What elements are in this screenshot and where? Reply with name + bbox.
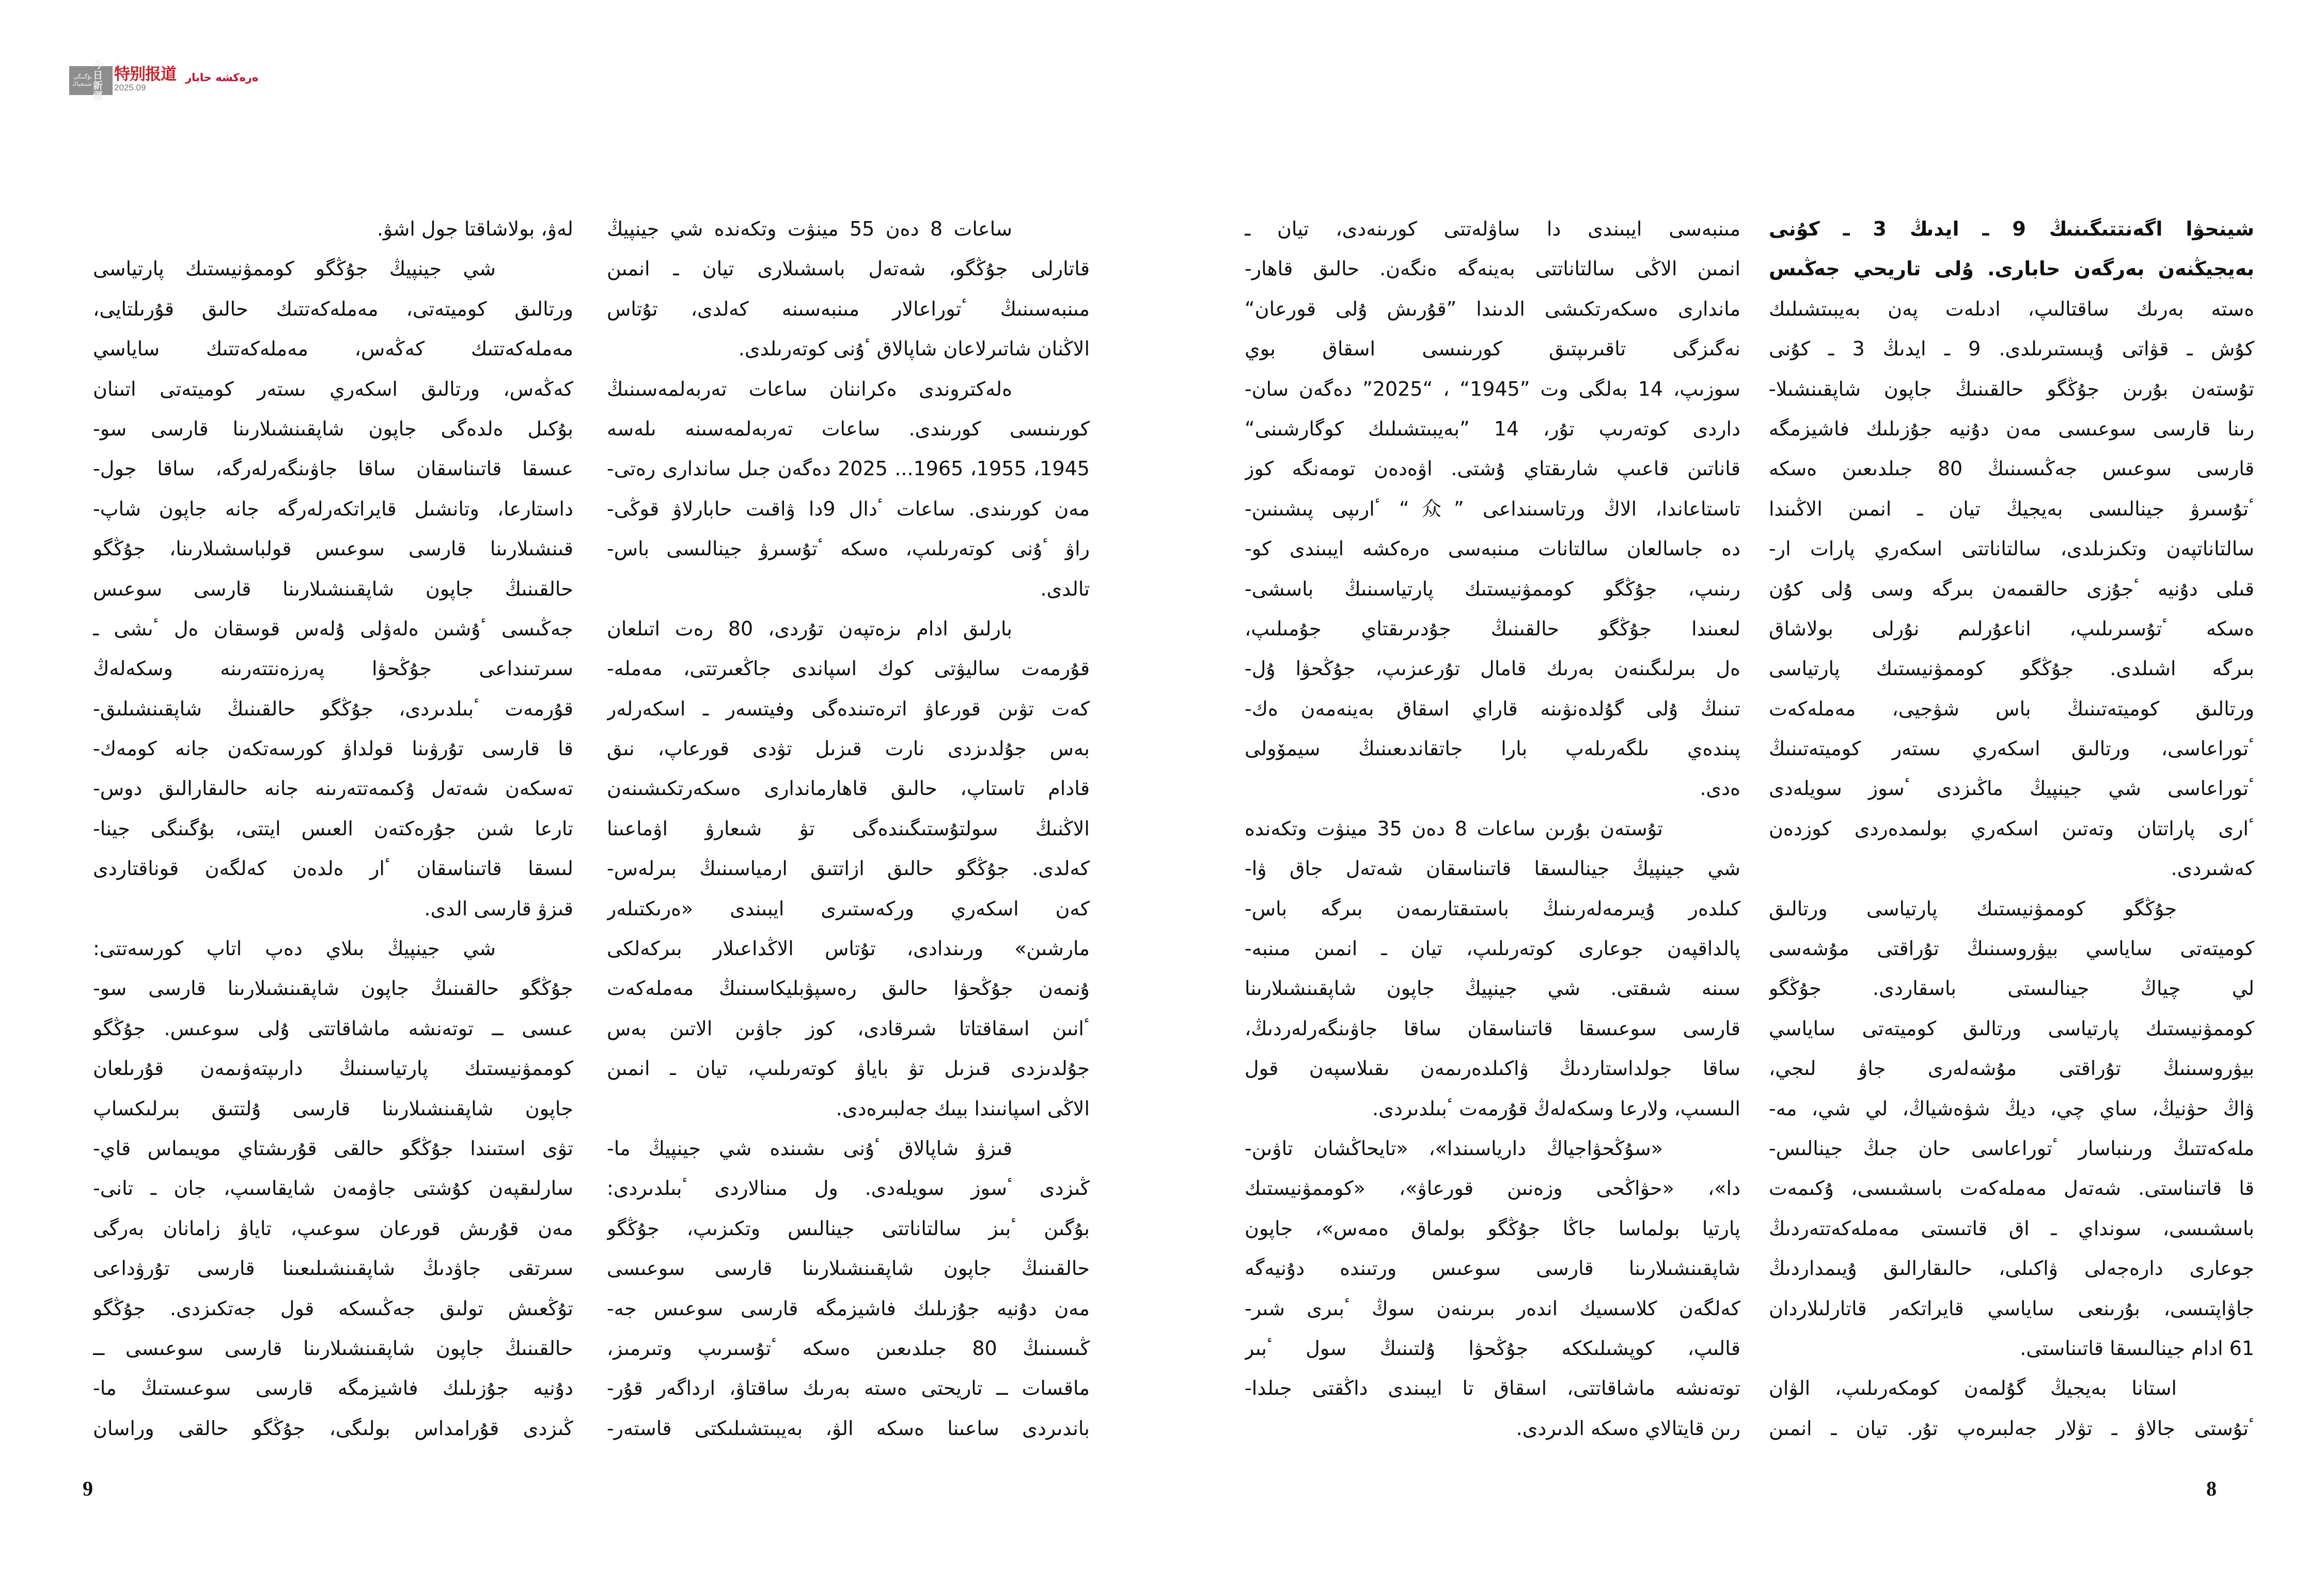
text-line: ملەكەتتىڭ ورىنباسار ٴتوراعاسى حان جىڭ جينالىس-: [1769, 1136, 2254, 1160]
text-line: سىرتىنداعى جۇڭحۋا پەرزەنتتەرىنە وسكەلەڭ: [93, 657, 573, 680]
text-line: شينحۋا اگەنتتىگىنىڭ 9 ـ ايدىڭ 3 ـ كۇنى: [1769, 217, 2254, 240]
text-line: لىسقا قاتىناسقان ٴار ەلدەن كەلگەن قوناقتاردى: [93, 857, 573, 880]
text-line: تارعا شىن جۇرەكتەن العىس ايتتى، بۇگىنگى جينا-: [93, 817, 573, 840]
text-line: كوممۋنيستىك پارتياسى ورتالىق كوميتەتى ساياسي: [1769, 1017, 2254, 1040]
text-line: داستارعا، وتانشىل قايراتكەرلەرگە جانە جاپون شاپ-: [93, 497, 573, 520]
text-line: جۇلدىزدى قىزىل تۋ باياۋ كوتەرىلىپ، تيان ـ انمىن: [607, 1057, 1090, 1080]
text-line: كەت تۋىن قورعاۋ اترەتىندەگى وفيتسەر ـ اسكەرلەر: [607, 697, 1090, 720]
text-line: ڭىسىنىڭ 80 جىلدىعىن ەسكە ٴتۇسىرىپ وتىرمىز،: [607, 1336, 1090, 1360]
magazine-logo: [69, 59, 113, 102]
text-line: قارسى سوعىسقا قاتىناسقان ساقا جاۋىنگەرلەردىڭ،: [1245, 1017, 1740, 1040]
issue-date: 2025.09: [114, 83, 146, 92]
text-line: ساقا جولداستاردىڭ ۋاكىلدەرىمەن ىقىلاسپەن قول: [1245, 1057, 1740, 1080]
text-line: پارتيا بولماسا جاڭا جۇڭگو بولماق ەمەس»، جاپون: [1245, 1217, 1740, 1240]
text-line: رىنىپ، جۇڭگو كوممۋنيستىك پارتياسىنىڭ باسشى-: [1245, 577, 1740, 600]
text-line: حالقىنىڭ جاپون شاپقىنشىلارىنا قارسى سوعىسى: [607, 1257, 1090, 1280]
section-title-kazakh: ەرەكشە حابار: [185, 71, 259, 84]
text-line: جاۋاپتىسى، بۇرىنعى ساياسي قايراتكەر قاتارلىلاردان: [1769, 1297, 2254, 1320]
text-line: كەڭەس، ورتالىق اسكەري ىستەر كوميتەتى اتىنان: [93, 377, 573, 400]
text-line: مىنبەسىنىڭ ٴتوراعالار مىنبەسىنە كەلدى، تۇتاس: [607, 297, 1090, 320]
text-line: قاناتىن قاعىپ شارىقتاي ۇشتى. اۋەدەن تومەنگە كوز: [1245, 457, 1740, 480]
text-line: كىلدەر ۇيىرمەلەرىنىڭ باستىقتارىمەن بىرگە باس-: [1245, 897, 1740, 920]
text-line: ماقسات ــ تاريحتى ەستە بەرىك ساقتاۋ، ارداگەر قۇر-: [607, 1377, 1090, 1400]
text-line: بيۋروسىنىڭ تۇراقتى مۇشەلەرى جاۋ لىجي،: [1769, 1057, 2254, 1080]
text-line: قا قارسى تۇرۋىنا قولداۋ كورسەتكەن جانە كومەك-: [93, 737, 573, 760]
text-line: ورتالىق كوميتەتى، مەملەكەتتىك حالىق قۇرىلتايى،: [93, 297, 573, 320]
text-line: رىن قايتالاي ەسكە الدىردى.: [1516, 1416, 1740, 1440]
text-line: قاتارلى جۇڭگو، شەتەل باسشىلارى تيان ـ انمىن: [607, 257, 1090, 281]
text-line: لىعىندا جۇڭگو حالقىنىڭ جۇدىرىقتاي جۇمىلىپ،: [1245, 617, 1740, 640]
text-line: توتەنشە ماشاقاتتى، اسقاق تا ايبىندى داڭقتى جىلدا-: [1245, 1377, 1740, 1400]
text-line: ٴتوراعاسى شي جينپيڭ ماڭىزدى ٴسوز سويلەدى: [1769, 777, 2254, 800]
text-line: قىزۋ شاپالاق ٴۇنى ىشىندە شي جينپيڭ ما-: [607, 1136, 1012, 1160]
text-line: كەشىردى.: [2171, 857, 2254, 880]
text-line: شي جينپيڭ بىلاي دەپ اتاپ كورسەتتى:: [93, 937, 496, 960]
text-line: ۋاڭ حۋنيڭ، ساي چي، ديڭ شۋەشياڭ، لي شي، مە-: [1769, 1097, 2254, 1120]
text-line: جۇڭگو حالقىنىڭ جاپون شاپقىنشىلارىنا قارسى سو-: [93, 977, 573, 1000]
text-line: حالقىنىڭ جاپون شاپقىنشىلارىنا قارسى سوعىسى ــ: [93, 1336, 573, 1360]
text-line: تەسكەن شەتەل ۇكىمەتتەرىنە جانە حالىقارالىق دوس-: [93, 777, 573, 800]
section-title-chinese: 特别报道: [114, 65, 176, 84]
text-line: كوميتەتى ساياسي بيۋروسىنىڭ تۇراقتى مۇشەسى: [1769, 937, 2254, 960]
text-line: كەلگەن كلاسسيك اندەر بىرىنەن سوڭ ٴبىرى شىر-: [1245, 1297, 1740, 1320]
text-line: قارسى سوعىس جەڭىسىنىڭ 80 جىلدىعىن ەسكە: [1769, 457, 2254, 480]
page-number-right: 8: [2206, 1477, 2217, 1500]
text-line: مەن قۇرىش قورعان سوعىپ، تاياۋ زامانان بەرگى: [93, 1217, 573, 1240]
text-line: كۇش ـ قۋاتى ۇيىستىرىلدى. 9 ـ ايدىڭ 3 ـ كۇنى: [1769, 337, 2254, 361]
text-line: بەس جۇلدىزدى نارت قىزىل تۋدى قورعاپ، نىق: [607, 737, 1090, 760]
text-line: ڭىزدى ٴسوز سويلەدى. ول مىنالاردى ٴبىلدىردى:: [607, 1177, 1090, 1200]
text-line: قادام تاستاپ، حالىق قاھارماندارى ەسكەرتكىشىنەن: [607, 777, 1090, 800]
text-line: الىسىپ، ولارعا وسكەلەڭ قۇرمەت ٴبىلدىردى.: [1372, 1097, 1740, 1120]
text-line: جۇڭگو كوممۋنيستىك پارتياسى ورتالىق: [1769, 897, 2177, 920]
text-line: تىنىڭ ۇلى گۇلدەنۋىنە قاراي اسقاق بەينەمەن ەك-: [1245, 697, 1740, 720]
text-line: ورتالىق كوميتەتىنىڭ باس شۋجيى، مەملەكەت: [1769, 697, 2254, 720]
text-line: ەستە بەرىك ساقتالىپ، ادىلەت پەن بەيبىتشىلىك: [1769, 297, 2254, 320]
logo-chinese-text: 今日新疆: [93, 59, 103, 102]
text-line: عىسقا قاتىناسقان ساقا جاۋىنگەرلەرگە، ساقا جول-: [93, 457, 573, 480]
article-column-4: [93, 209, 573, 1449]
text-line: جوعارى دارەجەلى ۋاكىلى، حالىقارالىق ۇيىمداردىڭ: [1769, 1257, 2254, 1280]
text-line: قىنشىلارىنا قارسى سوعىس قولباسشىلارىنا، جۇڭگو: [93, 537, 573, 561]
text-line: جاپون شاپقىنشىلارىنا قارسى ۇلتتىق بىرلىكساپ: [93, 1097, 573, 1120]
text-line: تالدى.: [1040, 577, 1090, 600]
text-line: ساعات 8 دەن 55 مينۋت وتكەندە شي جينپيڭ: [607, 217, 1013, 240]
text-line: سوزىپ، 14 بەلگى وت ”1945“ ، “2025” دەگەن سان-: [1245, 377, 1740, 400]
text-line: باندىردى ساعىنا ەسكە الۋ، بەيبىتشىلىكتى قاستەر-: [607, 1416, 1090, 1440]
text-line: ەلەكتروندى ەكراننان ساعات تەربەلمەسىنىڭ: [607, 377, 1012, 400]
text-line: ٴتۇستى جالاۋ ـ تۋلار جەلبىرەپ تۇر. تيان ـ انمىن: [1769, 1416, 2254, 1440]
text-line: قا قاتىناستى. شەتەل مەملەكەت باسشىسى، ۇكىمەت: [1769, 1177, 2254, 1200]
text-line: دۇنيە جۇزىلىك فاشيزمگە قارسى سوعىستىڭ ما-: [93, 1377, 573, 1400]
text-line: مەن كورىندى. ساعات ٴدال 9دا ۋاقىت حابارلاۋ قوڭى-: [607, 497, 1090, 520]
text-line: سىنە شىقتى. شي جينپيڭ جاپون شاپقىنشىلارىنا: [1245, 977, 1740, 1000]
text-line: كورىنىسى كورىندى. ساعات تەربەلمەسىنە ىلەسە: [607, 417, 1090, 440]
text-line: مەملەكەتتىك كەڭەس، مەملەكەتتىك ساياسي: [93, 337, 573, 361]
text-line: ڭىزدى قۇرامداس بولىگى، جۇڭگو حالقى وراسان: [93, 1416, 573, 1440]
text-line: قالىپ، كوپشىلىككە جۇڭحۋا ۇلتىنىڭ سول ٴبىر: [1245, 1336, 1740, 1360]
text-line: تۇستەن بۇرىن جۇڭگو حالقىنىڭ جاپون شاپقىنشىلا-: [1769, 377, 2254, 400]
text-line: ٴتۇسىرۋ جينالىسى بەيجيڭ تيان ـ انمىن الاڭىندا: [1769, 497, 2254, 520]
text-line: تۇڭعىش تولىق جەڭىسكە قول جەتكىزدى. جۇڭگو: [93, 1297, 573, 1320]
text-line: شي جينپيڭ جۇڭگو كوممۋنيستىك پارتياسى: [93, 257, 496, 281]
text-line: 61 ادام جينالىسقا قاتىناستى.: [2020, 1336, 2254, 1360]
page-number-left: 9: [83, 1477, 93, 1500]
text-line: كەن اسكەري وركەستىرى ايبىندى «ەرىكتىلەر: [607, 897, 1090, 920]
text-line: بۇكىل ەلدەگى جاپون شاپقىنشىلارىنا قارسى سو-: [93, 417, 573, 440]
text-line: بەيجيڭنەن بەرگەن حابارى. ۇلى تاريحي جەڭىس: [1769, 257, 2254, 281]
text-line: استانا بەيجيڭ گۇلمەن كومكەرىلىپ، الۋان: [1769, 1377, 2177, 1400]
text-line: دە جاسالعان سالتانات مىنبەسى ەرەكشە ايبىندى كو-: [1245, 537, 1740, 561]
text-line: نەگىزگى تاقىرىپتىق كورىنىسى اسقاق بوي: [1245, 337, 1740, 361]
text-line: كوممۋنيستىك پارتياسىنىڭ دارىپتەۋىمەن قۇرىلعان: [93, 1057, 573, 1080]
text-line: ۇنمەن جۇڭحۋا حالىق رەسپۋبليكاسىنىڭ مەملەكەت: [607, 977, 1090, 1000]
text-line: لەۋ، بولاشاقتا جول اشۋ.: [376, 217, 573, 240]
text-line: سىرتقى جاۋدىڭ شاپقىنشىلىعىنا قارسى تۇرۋداعى: [93, 1257, 573, 1280]
text-line: مىنبەسى ايبىندى دا ساۋلەتتى كورىنەدى، تيان ـ: [1245, 217, 1740, 240]
text-line: راۋ ٴۇنى كوتەرىلىپ، ەسكە ٴتۇسىرۋ جينالىسى باس-: [607, 537, 1090, 561]
text-line: «سۇڭحۋاجياڭ دارياسىندا»، «تايحاڭشان تاۋىن-: [1245, 1136, 1663, 1160]
text-line: ماندارى ەسكەرتكىشى الدىندا ”قۇرىش ۇلى قورعان“: [1245, 297, 1740, 320]
text-line: الاڭنىڭ سولتۇستىگىندەگى تۋ شىعارۋ اۋماعىنا: [607, 817, 1090, 840]
text-line: جەڭىسى ٴۇشىن ەلەۋلى ۇلەس قوسقان ەل ٴىشى ـ: [93, 617, 573, 640]
text-line: حالقىنىڭ جاپون شاپقىنشىلارىنا قارسى سوعىس: [93, 577, 573, 600]
text-line: سالتاناتپەن وتكىزىلدى، سالتاناتتى اسكەري پارات ار-: [1769, 537, 2254, 561]
text-line: شي جينپيڭ جينالىسقا قاتىناسقان شەتەل جاق ۋا-: [1245, 857, 1740, 880]
text-line: داردى كوتەرىپ تۇر، 14 ”بەيبىتشىلىك كوگارشىنى“: [1245, 417, 1740, 440]
text-line: بارلىق ادام ىزەتپەن تۇردى، 80 رەت اتىلعان: [607, 617, 1012, 640]
article-column-2: [1245, 209, 1740, 1449]
text-line: بىرگە اشىلدى. جۇڭگو كوممۋنيستىك پارتياسى: [1769, 657, 2254, 680]
text-line: كەلدى. جۇڭگو حالىق ازاتتىق ارمياسىنىڭ بىرلەس-: [607, 857, 1090, 880]
text-line: انمىن الاڭى سالتاناتتى بەينەگە ەنگەن. حالىق قاھار-: [1245, 257, 1740, 281]
text-line: بۇگىن ٴبىز سالتاناتتى جينالىس وتكىزىپ، جۇڭگو: [607, 1217, 1090, 1240]
text-line: پالداقپەن جوعارى كوتەرىلىپ، تيان ـ انمىن مىنبە-: [1245, 937, 1740, 960]
text-line: تۇستەن بۇرىن ساعات 8 دەن 35 مينۋت وتكەندە: [1245, 817, 1663, 840]
logo-kazakh-text: بۇگىنگى شىنجياڭ: [72, 73, 92, 87]
text-line: سارلىقپەن كۇشتى جاۋمەن شايقاسىپ، جان ـ تانى-: [93, 1177, 573, 1200]
masthead: [69, 59, 259, 102]
text-line: ەدى.: [1700, 777, 1740, 800]
text-line: عىسى ــ توتەنشە ماشاقاتتى ۇلى سوعىس. جۇڭگو: [93, 1017, 573, 1040]
text-line: قۇرمەت ٴبىلدىردى، جۇڭگو حالقىنىڭ شاپقىنشىلىق-: [93, 697, 573, 720]
text-line: رىنا قارسى سوعىسى مەن دۇنيە جۇزىلىك فاشيزمگە: [1769, 417, 2254, 440]
text-line: دا»، «حۋاڭحى وزەنىن قورعاۋ»، «كوممۋنيستىك: [1245, 1177, 1740, 1200]
text-line: الاڭى اسپانىندا بيىك جەلبىرەدى.: [836, 1097, 1090, 1120]
text-line: ەل بىرلىگىنەن بەرىك قامال تۇرعىزىپ، جۇڭحۋا ۇل-: [1245, 657, 1740, 680]
text-line: لي چياڭ جينالىستى باسقاردى. جۇڭگو: [1769, 977, 2254, 1000]
text-line: باسشىسى، سونداي ـ اق قاتىستى مەملەكەتتەردىڭ: [1769, 1217, 2254, 1240]
text-line: الاڭنان شاتىرلاعان شاپالاق ٴۇنى كوتەرىلدى.: [738, 337, 1090, 361]
text-line: تاستاعاندا، الاڭ ورتاسىنداعى ”众“ ٴارىپى پىشىنىن-: [1245, 497, 1740, 520]
text-line: تۋى استىندا جۇڭگو حالقى قۇرىشتاي مويىماس قاي-: [93, 1136, 573, 1160]
text-line: شاپقىنشىلارىنا قارسى سوعىس ورتىندە دۇنيەگە: [1245, 1257, 1740, 1280]
text-line: ەسكە ٴتۇسىرىلىپ، اناعۇرلىم نۇرلى بولاشاق: [1769, 617, 2254, 640]
text-line: قىلى دۇنيە ٴجۇزى حالقىمەن بىرگە وسى ۇلى كۇن: [1769, 577, 2254, 600]
article-column-1: [1769, 209, 2254, 1449]
text-line: پىندەي ىلگەرىلەپ بارا جاتقاندىعىنىڭ سيمۆولى: [1245, 737, 1740, 760]
text-line: ٴتوراعاسى، ورتالىق اسكەري ىستەر كوميتەتىنىڭ: [1769, 737, 2254, 760]
text-line: قىزۋ قارسى الدى.: [424, 897, 573, 920]
article-column-3: [607, 209, 1090, 1449]
text-line: مەن دۇنيە جۇزىلىك فاشيزمگە قارسى سوعىس جە-: [607, 1297, 1090, 1320]
text-line: ٴارى پاراتتان وتەتىن اسكەري بولىمدەردى كوزدەن: [1769, 817, 2254, 840]
text-line: ٴانىن اسقاقتاتا شىرقادى، كوز جاۋىن الاتىن بەس: [607, 1017, 1090, 1040]
text-line: قۇرمەت ساليۋتى كوك اسپاندى جاڭعىرتتى، مەملە-: [607, 657, 1090, 680]
text-line: مارشىن» ورىندادى، تۇتاس الاڭداعىلار بىركەلكى: [607, 937, 1090, 960]
text-line: 1945، 1955، 1965... 2025 دەگەن جىل ساندارى رەتى-: [607, 457, 1090, 480]
